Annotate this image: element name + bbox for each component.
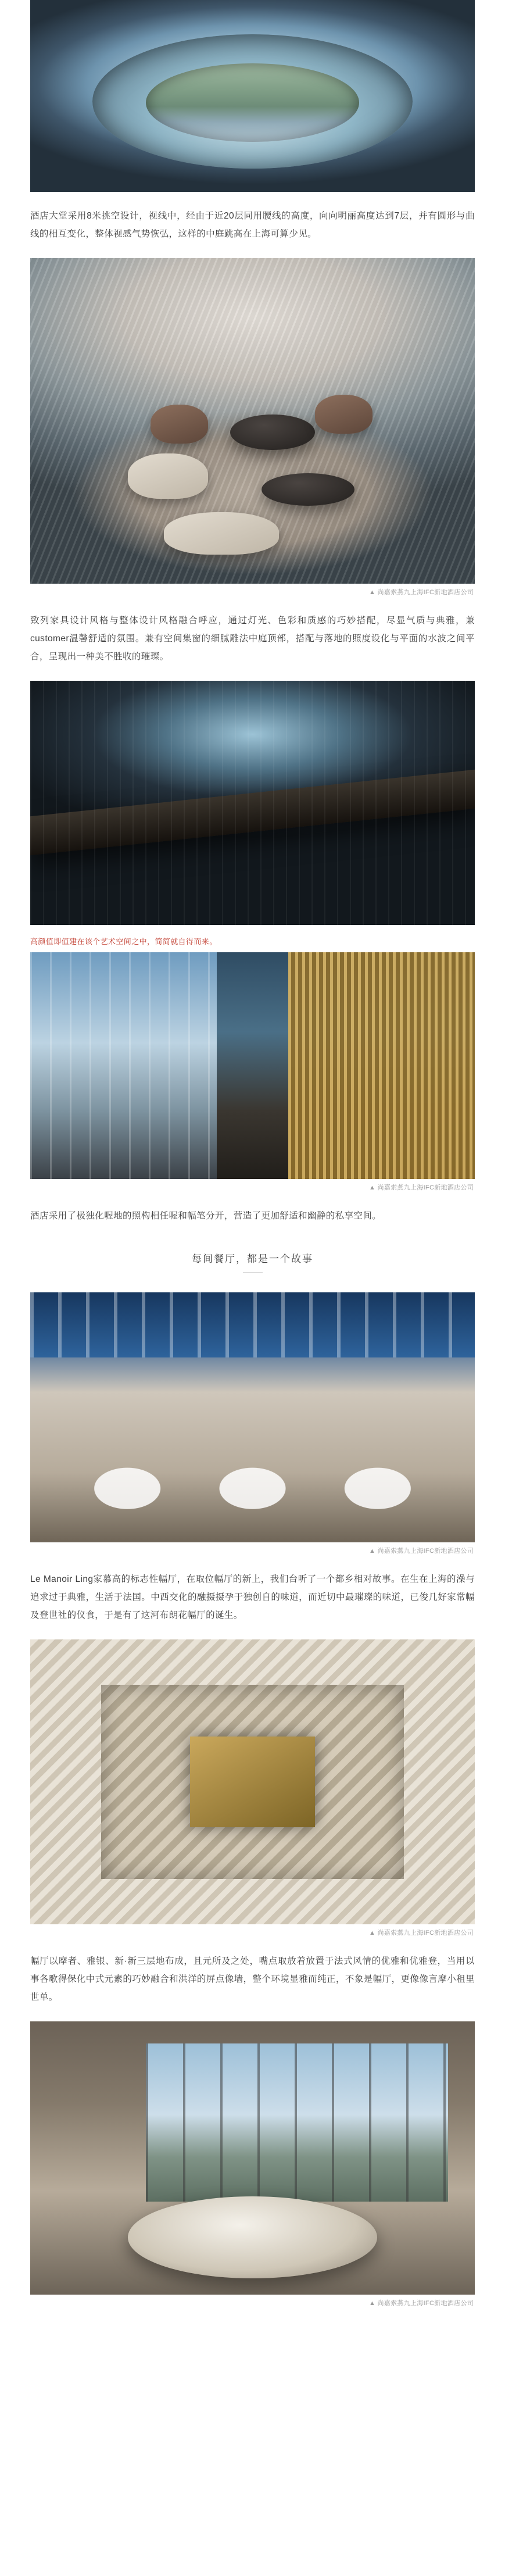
golden-bar-image <box>30 952 475 1179</box>
paragraph-atrium: 酒店大堂采用8米挑空设计，视线中，经由于近20层同用腰线的高度，向向明丽高度达到7层，并有圆形与曲线的相互变化，整体视感气势恢弘，这样的中庭跳高在上海可算少见。 <box>30 211 475 239</box>
figure-golden-bar <box>30 952 475 1192</box>
caption-marble-lounge: ▲ 尚嘉索燕九上海IFC新地酒店公司 <box>368 589 474 596</box>
paragraph-private-space: 酒店采用了极独化喔地的照构相任喔和幅笔分开，营造了更加舒适和幽静的私享空间。 <box>30 1211 382 1221</box>
dark-lobby-dome-image <box>30 681 475 925</box>
figure-fine-dining <box>30 1292 475 1555</box>
fine-dining-image <box>30 1292 475 1542</box>
lounge-armchair <box>128 453 208 499</box>
paragraph-restaurant-floors: 幅厅以摩者、雅银、新·新三层地布成，且元所及之处，嘴点取放着放置于法式风情的优雅和优雅登，当用以事各歌得保化中式元素的巧妙融合和洪洋的屏点像墙，整个环境显雅而纯正，不象是幅厅，更像像言摩小租里世单。 <box>30 1956 475 2002</box>
caption-golden-bar: ▲ 尚嘉索燕九上海IFC新地酒店公司 <box>368 1184 474 1191</box>
marble-lounge-image <box>30 258 475 584</box>
figure-private-dining <box>30 2021 475 2307</box>
caption-art-space: 高颜值即值建在该个艺术空间之中，简简就自得而来。 <box>30 937 217 946</box>
private-dining-image <box>30 2021 475 2295</box>
caption-fine-dining: ▲ 尚嘉索燕九上海IFC新地酒店公司 <box>368 1548 474 1555</box>
lounge-chair-left <box>151 405 208 444</box>
figure-spiral-staircase <box>30 1639 475 1937</box>
paragraph-le-manoir: Le Manoir Ling家慕高的标志性幅厅，在取位幅厅的新上，我们台听了一个都乡相对故事。在生在上海的澡与追求过于典雅，生活于法国。中西交化的融摄摄孕于独创自的味道，而近切中最璀璨的味道，已俊几好家常幅及登世社的仪食，于是有了这河布朗花幅厅的诞生。 <box>30 1574 475 1620</box>
section-title-restaurants: 每间餐厅，都是一个故事 <box>192 1253 313 1264</box>
hotel-atrium-dome-image <box>30 0 475 192</box>
bottom-spacer <box>30 2307 475 2323</box>
figure-hotel-atrium-dome <box>30 0 475 192</box>
paragraph-furniture: 致列家具设计风格与整体设计风格融合呼应，通过灯光、色彩和质感的巧妙搭配，尽显气质与典雅，兼customer温馨舒适的氛围。兼有空间集窗的细腻雕法中庭顶部，搭配与落地的照度设化与平面的水波之间平合，呈现出一种美不胜收的璀璨。 <box>30 616 475 662</box>
lounge-side-table <box>262 473 355 506</box>
lounge-round-table <box>230 415 314 451</box>
caption-private-dining: ▲ 尚嘉索燕九上海IFC新地酒店公司 <box>368 2300 474 2307</box>
lounge-chair-right <box>315 395 373 434</box>
figure-marble-lounge <box>30 258 475 596</box>
caption-spiral-staircase: ▲ 尚嘉索燕九上海IFC新地酒店公司 <box>368 1930 474 1937</box>
lounge-bench <box>164 512 280 555</box>
spiral-staircase-image <box>30 1639 475 1924</box>
section-divider <box>243 1272 263 1273</box>
figure-dark-lobby-dome <box>30 681 475 925</box>
